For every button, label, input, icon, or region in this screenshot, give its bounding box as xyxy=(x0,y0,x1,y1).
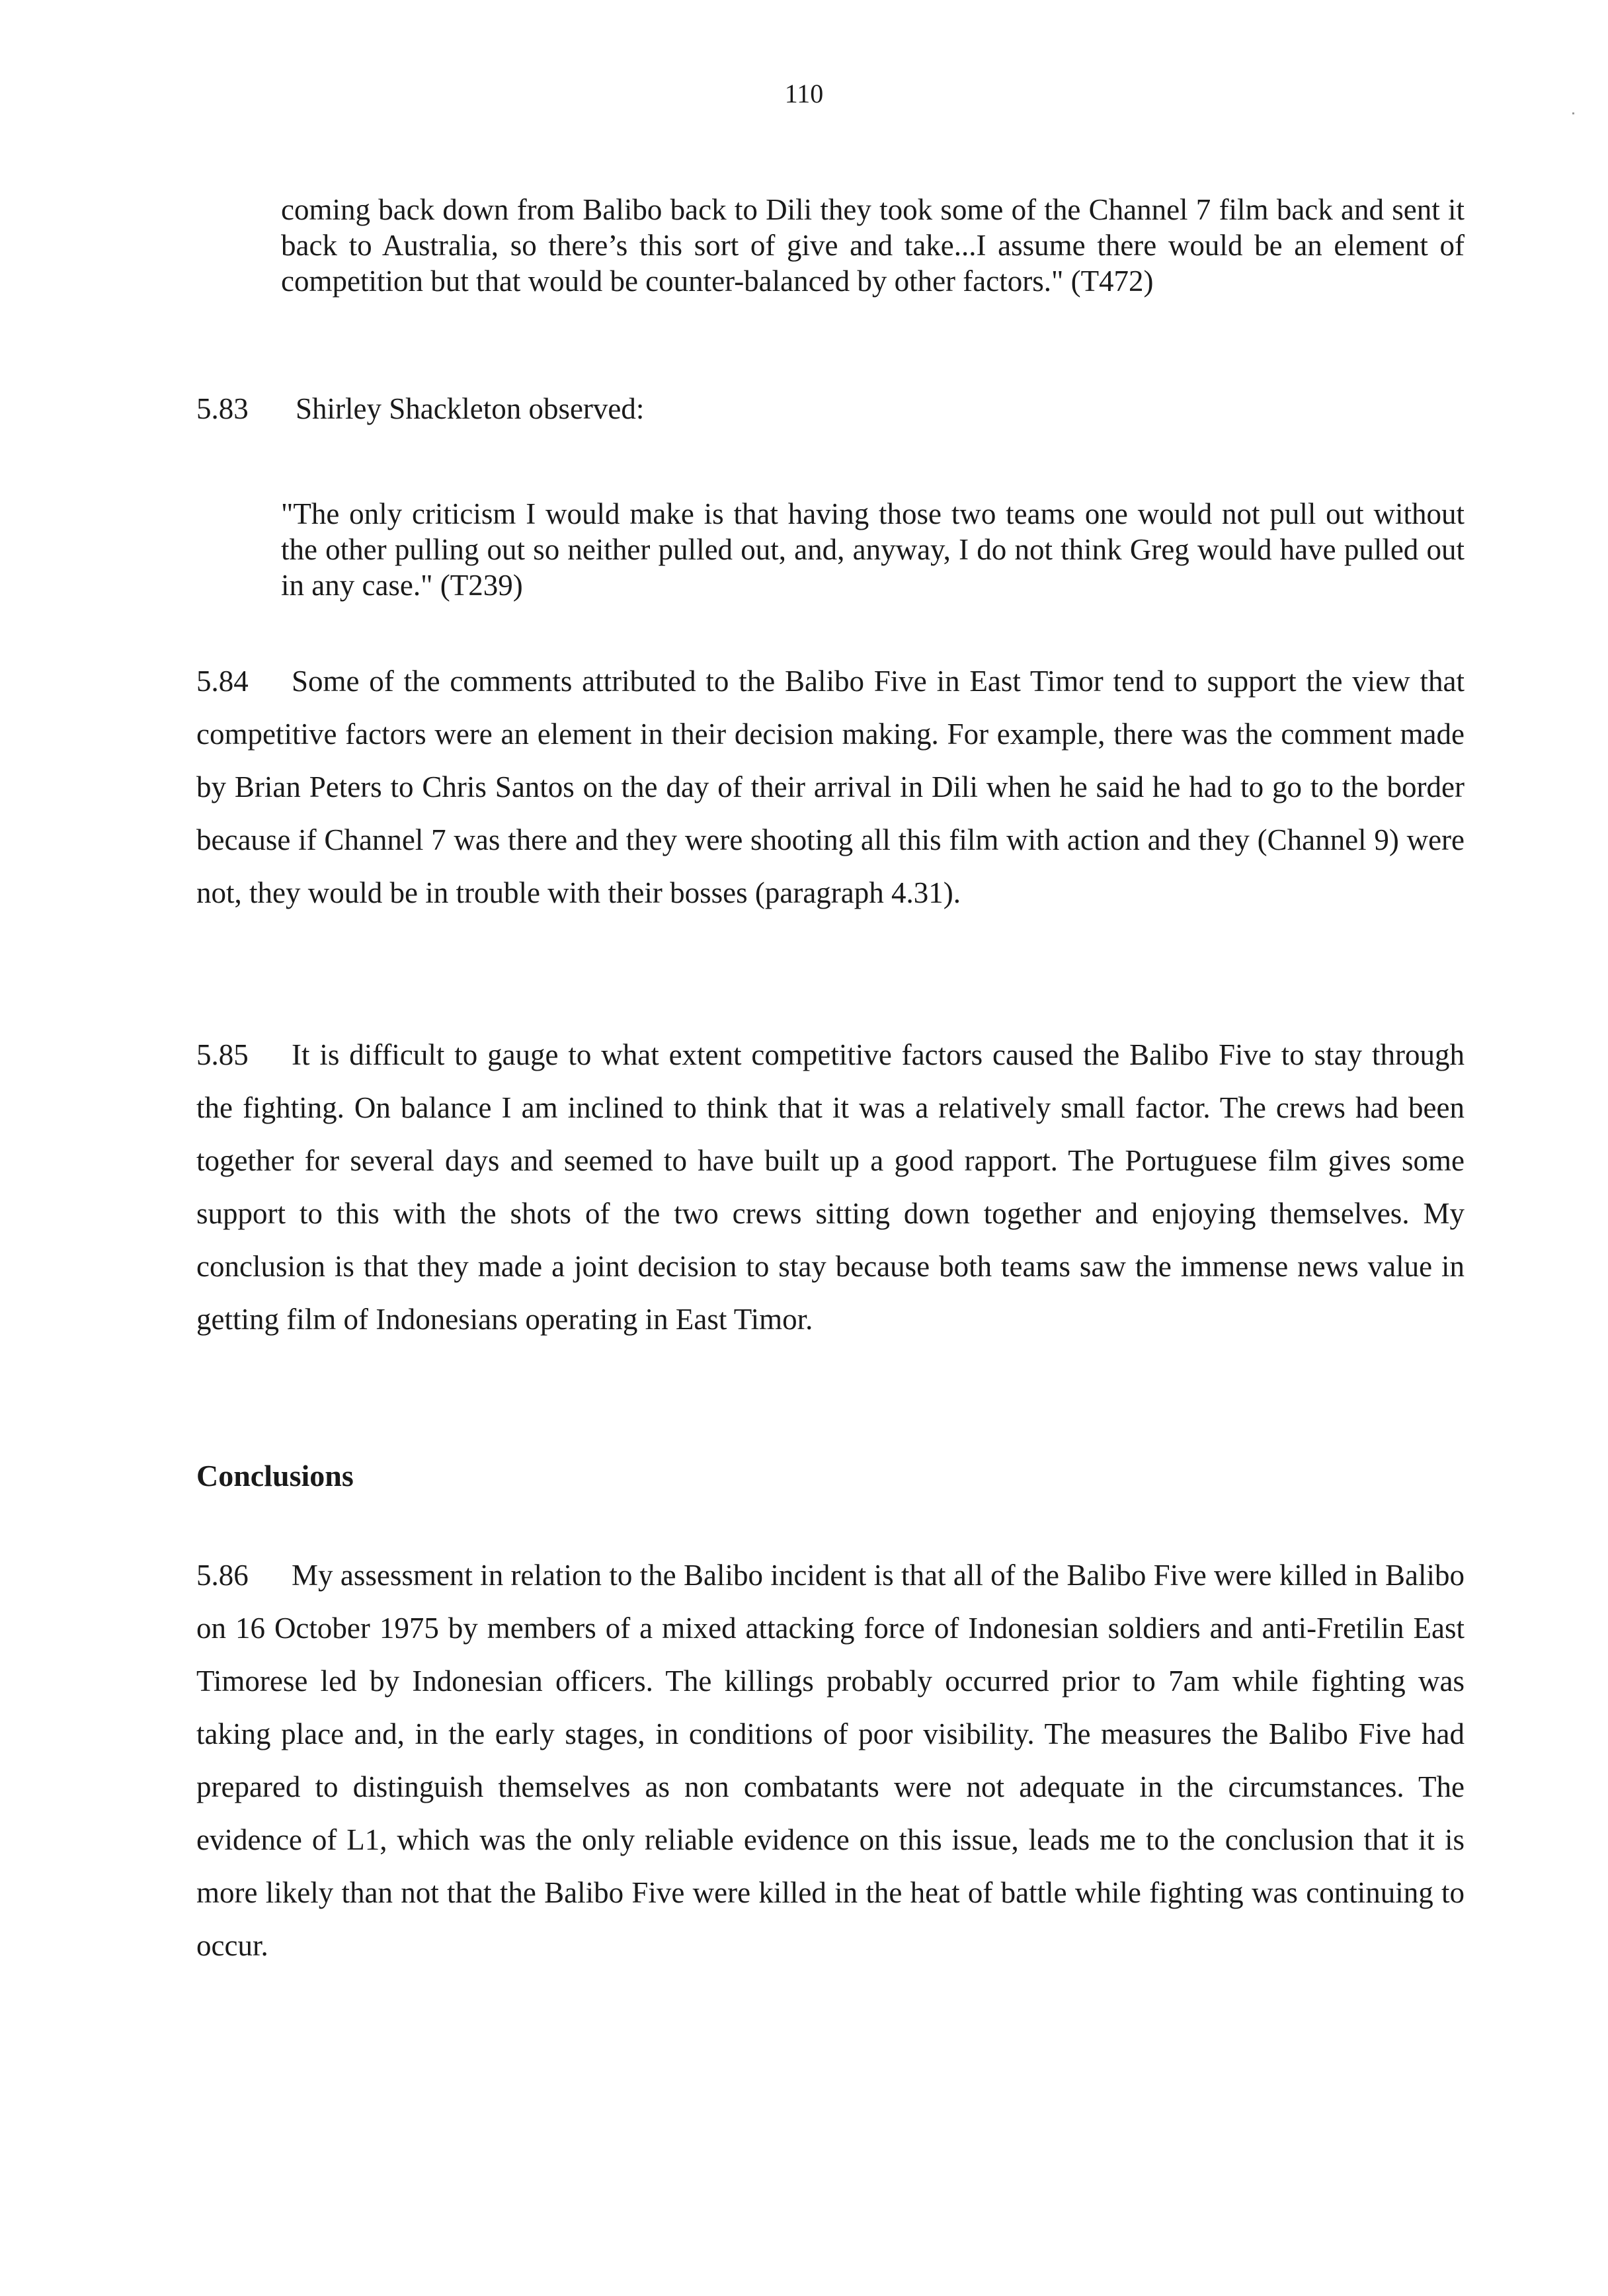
paragraph-5-83 xyxy=(196,391,644,427)
paragraph-number: 5.86 xyxy=(196,1559,249,1592)
page-number: 110 xyxy=(784,79,824,108)
paragraph-5-84 xyxy=(196,655,1465,919)
paragraph-5-86 xyxy=(196,1549,1465,1972)
paragraph-number: 5.83 xyxy=(196,392,249,425)
paragraph-text: It is difficult to gauge to what extent competitive factors caused the Balibo Five to stay through the fighting. On balance I am inclined to think that it was a relatively small factor. The crews had been together for several days and seemed to have built up a good rapport. The Portuguese film gives some support to this with the shots of the two crews sitting down together and enjoying themselves. My conclusion is that they made a joint decision to stay because both teams saw the immense news value in getting film of Indonesians operating in East Timor. xyxy=(196,1038,1465,1336)
paragraph-number: 5.84 xyxy=(196,665,249,698)
paragraph-5-85 xyxy=(196,1028,1465,1346)
paragraph-number: 5.85 xyxy=(196,1038,249,1071)
paragraph-text: My assessment in relation to the Balibo incident is that all of the Balibo Five were killed in Balibo on 16 October 1975 by members of a mixed attacking force of Indonesian soldiers and anti-Fretilin East Timorese led by Indonesian officers. The killings probably occurred prior to 7am while fighting was taking place and, in the early stages, in conditions of poor visibility. The measures the Balibo Five had prepared to distinguish themselves as non combatants were not adequate in the circumstances. The evidence of L1, which was the only reliable evidence on this issue, leads me to the conclusion that it is more likely than not that the Balibo Five were killed in the heat of battle while fighting was continuing to occur. xyxy=(196,1559,1465,1962)
quote-t472: coming back down from Balibo back to Dili they took some of the Channel 7 film back and sent it back to Australia, so there’s this sort of give and take...I assume there would be an element of competition but that would be counter-balanced by other factors." (T472) xyxy=(281,193,1465,298)
scan-speck xyxy=(1572,112,1574,114)
quote-t239: "The only criticism I would make is that having those two teams one would not pull out without the other pulling out so neither pulled out, and, anyway, I do not think Greg would have pulled out in any case." (T239) xyxy=(281,497,1465,602)
paragraph-text: Shirley Shackleton observed: xyxy=(296,392,645,425)
paragraph-text: Some of the comments attributed to the Balibo Five in East Timor tend to support the view that competitive factors were an element in their decision making. For example, there was the comment made by Brian Peters to Chris Santos on the day of their arrival in Dili when he said he had to go to the border because if Channel 7 was there and they were shooting all this film with action and they (Channel 9) were not, they would be in trouble with their bosses (paragraph 4.31). xyxy=(196,665,1465,909)
section-heading-conclusions: Conclusions xyxy=(196,1459,354,1493)
